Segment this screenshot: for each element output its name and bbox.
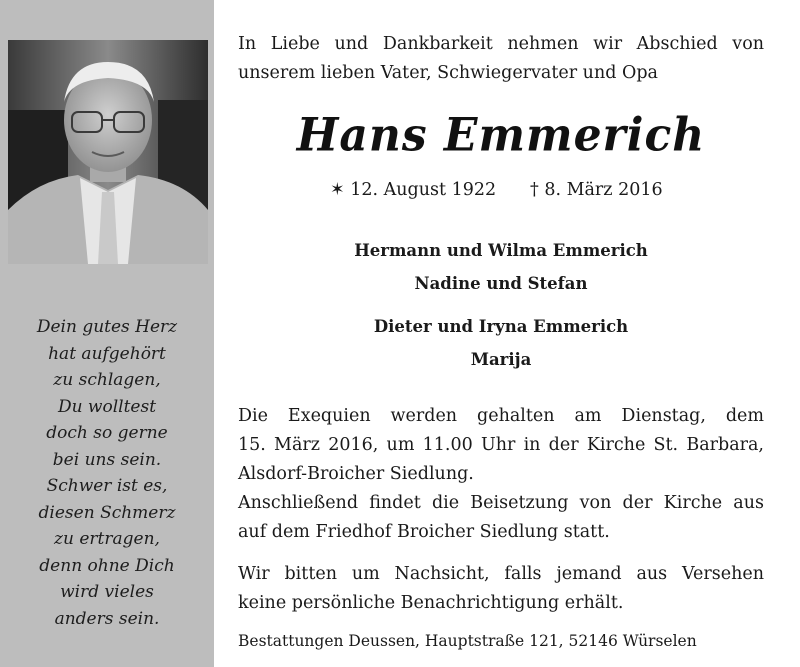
funeral-details (238, 402, 764, 547)
poem-line: Schwer ist es, (46, 476, 168, 496)
funeral-line: Alsdorf-Broicher Siedlung. (238, 464, 474, 484)
family-list (238, 234, 764, 376)
poem-line: anders sein. (54, 608, 160, 629)
funeral-line: 15. März 2016, um 11.00 Uhr in der Kirche St. Barbara, (238, 435, 764, 455)
poem-line: hat aufgehört (48, 343, 166, 364)
death-date: † 8. März 2016 (530, 180, 663, 200)
poem-line: wird vieles (60, 582, 154, 602)
funeral-line: Die Exequien werden gehalten am Dienstag, dem (238, 406, 764, 426)
deceased-name: Hans Emmerich (296, 108, 706, 163)
funeral-home-footer: Bestattungen Deussen, Hauptstraße 121, 52146 Würselen (238, 632, 697, 650)
thanks-note (238, 560, 764, 618)
thanks-line: Wir bitten um Nachsicht, falls jemand aus Versehen (238, 564, 764, 584)
funeral-line: Anschließend findet die Beisetzung von der Kirche aus (238, 493, 764, 513)
poem-line: bei uns sein. (52, 449, 162, 470)
poem-line: Dein gutes Herz (36, 317, 178, 337)
poem-line: diesen Schmerz (38, 502, 176, 523)
poem-line: Du wolltest (57, 396, 157, 417)
family-member: Dieter und Iryna Emmerich (373, 317, 629, 336)
poem-line: zu ertragen, (54, 529, 160, 549)
birth-date: ✶ 12. August 1922 (330, 180, 497, 200)
poem-line: denn ohne Dich (39, 555, 175, 576)
family-member: Marija (470, 350, 532, 369)
poem-line: zu schlagen, (53, 370, 161, 390)
sidebar (0, 0, 214, 667)
family-member: Hermann und Wilma Emmerich (354, 241, 648, 260)
portrait-photo (8, 40, 208, 264)
funeral-line: auf dem Friedhof Broicher Siedlung statt. (238, 522, 610, 542)
notice-body (238, 0, 764, 667)
intro-text (238, 30, 764, 88)
thanks-line: keine persönliche Benachrichtigung erhält. (238, 593, 624, 613)
intro-line: In Liebe und Dankbarkeit nehmen wir Abschied von (238, 34, 764, 54)
family-member: Nadine und Stefan (414, 274, 588, 293)
poem-line: doch so gerne (46, 423, 168, 443)
poem (0, 314, 214, 632)
intro-line: unserem lieben Vater, Schwiegervater und Opa (238, 63, 658, 83)
